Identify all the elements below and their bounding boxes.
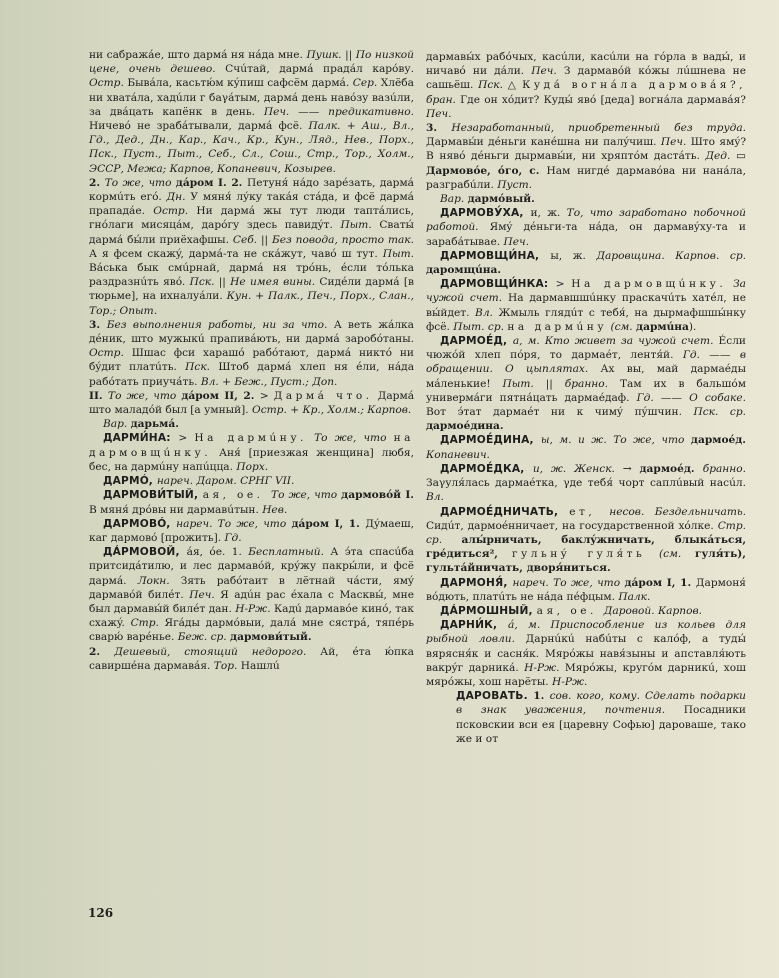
right-column	[426, 50, 746, 746]
entry-darmoedka: ДАРМОЕ́ДКА, и, ж. Женск. → дармоéд. бранно. Заγуля́лась дармаéтка, γде тебя́ чорт саплúвый насúл. Вл.	[426, 462, 746, 504]
headword: ДАРМОЕ́ДИНА,	[440, 434, 541, 447]
headword: ДАРМИ́НА:	[103, 432, 179, 445]
variant-note: Вар. дармóвый.	[440, 193, 535, 206]
headword: ДАРМОЕ́Д,	[440, 335, 513, 348]
sense-3: 3. Без выполнения работы, ни за что. А веть жáлка дéник, што мужыкú прапивáють, ни дармá заробóтаны. Остр. Шшас фси харашó рабóтают, дармá никтó ни бýдит платúть. Пск. Штоб дармá хлеп ня éли, нáда рабóтать приучáть. Вл. + Беж., Пуст.; Доп.	[89, 318, 415, 388]
page-number: 126	[88, 906, 114, 920]
headword: ДАРНИ́К,	[440, 619, 509, 632]
entry-darmoed: ДАРМОЕ́Д, а, м. Кто живет за чужой счет. Éсли чюжóй хлеп пóря, то дармаéт, лентя́й. Гд. —— в обращении. О цыплятах. Ах вы, май дармаéды мáленькие! Пыт. || бранно. Там их в бальшóм универмáги пятнáцать дармаéдаф. Гд. —— О собаке. Вот э́тат дармаéт ни к чимý пýшчин. Пск. ср. дармоéдина.	[426, 335, 746, 433]
entry-darovat: ДАРОВАТЬ. 1. сов. кого, кому. Сделать подарки в знак уважения, почтения. Посадники псковскии вси ея [царевну Софью] дароваше, тако же и от	[456, 690, 747, 745]
left-column	[89, 48, 414, 673]
headword: ДАРМОВÓ,	[103, 517, 177, 530]
headword: ДÁРМОШНЫЙ,	[440, 604, 537, 617]
entry-darmovityy: ДАРМОВИ́ТЫЙ, ая, ое. То же, что дармовóй I. В мяня́ дрóвы ни дармавúтын. Нев.	[89, 489, 414, 516]
sense-2-cheap: 2. Дешевый, стоящий недорого. Ай, éта ю́пка савиршéна дармавáя. Тор. Нашлú	[89, 645, 414, 672]
headword: ДАРМОВЩИ́НКА:	[440, 278, 556, 291]
entry-darnik: ДАРНИ́К, á, м. Приспособление из кольев для рыбной ловли. Дарнúкú набúты с калóф, а туды́ вярясня́к и сасня́к. Мярóжы навя́зыны и апставля́ють вакрýг дарникá. Н-Рж. Мярóжы, кругóм дарникú, хош мярóжы, хош нарёты. Н-Рж.	[426, 619, 746, 688]
entry-darmo: ДАРМÓ, нареч. Даром. СРНГ VII.	[103, 475, 295, 488]
entry-darmina: ДАРМИ́НА: > На дармúну. То же, что на дармовщúнку. Аня́ [приезжая женщина] любя, бес, на дармúну напúцца. Порх.	[89, 432, 414, 473]
entry-continuation: ни сабражáе, што дармá ня нáда мне. Пушк. || По низкой цене, очень дешево. Счúтай, дармá прадáл карóву. Остр. Бывáла, касьтю́м кýпиш сафсём дармá. Сер. Хлёба ни хватáла, хадúли г баγáтым, дармá день навóзу вазúли, за двáцать капёнк в день. Печ. —— предикативно. Ничевó не зрабáтывали, дармá фсё. Палк. + Аш., Вл., Гд., Дед., Дн., Кар., Кач., Кр., Кун., Ляд., Нев., Порх., Пск., Пуст., Пыт., Себ., Сл., Сош., Стр., Тор., Холм., ЭССР, Межа; Карпов, Копаневич, Козырев.	[89, 49, 415, 175]
headword: ДАРМОНЯ́,	[440, 576, 513, 589]
entry-darmoednichat: ДАРМОЕ́ДНИЧАТЬ, ет, несов. Бездельничать. Сидúт, дармоéнничает, на государственной хóлке. Стр. ср. алы́рничать, баклýжничать, блыкáться, грéдиться², гульнý гуля́ть (см. гуля́ть), гультáйничать, дворя́ниться.	[426, 505, 747, 575]
headword: ДАРМОЕ́ДНИЧАТЬ,	[440, 505, 570, 518]
sense-II: II. То же, что дáром II, 2. > Дармá что. Дармá што маладóй был [а умный]. Остр. + Кр., Холм.; Карпов.	[89, 389, 415, 417]
sense-3: 3. Незаработанный, приобретенный без труда. Дармавы́и дéньги канéшна ни палýчиш. Печ. Што ямý? В нявó дéньги дырмавы́и, ни хряптóм дастáть. Дед. ▭ Дармовóе, óго, с. Нам нигдé дармавóва ни нанáла, разграбúли. Пуст.	[426, 122, 746, 191]
sense-2: 2. То же, что дáром I. 2. Петуня́ нáдо зарéзать, дармá кормúть егó. Дн. У мяня́ лýку такáя стáда, и фсё дармá прападáе. Остр. Ни дармá жы тут люди таптáлись, гнóлаги мисяцáм, дарóгу здесь павидýт. Пыт. Сваты́ дармá бы́ли приёхафшы. Себ. || Без повода, просто так. А я фсем скажý, дармá-та не скáжут, чавó ш тут. Пыт. Вáська бык смúрнай, дармá ня трóнь, éсли тóлька раздразнúть явó. Пск. || Не имея вины. Сидéли дармá [в тюрьме], на ихналуáли. Кун. + Палк., Печ., Порх., Слан., Тор.; Опыт.	[89, 176, 415, 317]
variant-note: Вар. дарьмá.	[103, 418, 179, 431]
headword: ДАРМОЕ́ДКА,	[440, 462, 533, 475]
entry-continuation: дармавы́х рабóчых, касúли, касúли на гóрла в вады́, и ничавó ни дáли. Печ. З дармавóй кóжы лúшнева не сашьёш. Пск. △ Кудá вогнáла дармовáя?, бран. Где он хóдит? Куды́ явó [деда] вогнáла дармавáя? Печ.	[426, 51, 747, 120]
headword: ДАРМОВУ́ХА,	[440, 207, 531, 220]
entry-darmonya: ДАРМОНЯ́, нареч. То же, что дáром I, 1. Дармоня́ вóдють, платúть не нáда пéфцым. Палк.	[426, 576, 746, 603]
headword: ДАРОВАТЬ.	[456, 690, 534, 703]
entry-darmoshnyy: ДÁРМОШНЫЙ, ая, ое. Даровой. Карпов.	[440, 604, 703, 617]
headword: ДАРМОВИ́ТЫЙ,	[103, 489, 203, 502]
headword: ДАРМОВЩИ́НА,	[440, 249, 551, 262]
entry-darmovukha: ДАРМОВУ́ХА, и, ж. То, что заработано побочной работой. Ямý дéньги-та нáда, он дармавýху-та и зарабáтывае. Печ.	[426, 207, 747, 248]
entry-darmovoy: ДÁРМОВОЙ, áя, óе. 1. Бесплатный. А э́та спасúба притсидáтилю, и лес дармавóй, крýжу пакры́ли, и фсё дармá. Локн. Зять рабóтаит в лётнай чáсти, ямý дармавóй билéт. Печ. Я адúн рас éхала с Масквы́, мне был дармавы́й билéт дан. Н-Рж. Кадú дармавóе кинó, так схажý. Стр. Ягáды дармóвыи, далá мне сястрá, тяпéрь сварю́ варéнье. Беж. ср. дармови́тый.	[89, 546, 415, 644]
headword: ДÁРМОВОЙ,	[103, 546, 187, 559]
entry-darmovo: ДАРМОВÓ, нареч. То же, что дáром I, 1. Дýмаеш, каг дармовó [прожить]. Гд.	[89, 517, 414, 544]
entry-darmovshchinka: ДАРМОВЩИ́НКА: > На дармовщúнку. За чужой счет. На дармавшшúнку праскачúть хатéл, не вы́йдет. Вл. Жмыль глядúт с тебя́, на дырмафшшы́нку фсё. Пыт. ср. на дармúну (см. дармúна).	[426, 278, 746, 333]
entry-darmovshchina: ДАРМОВЩИ́НА, ы, ж. Даровщина. Карпов. ср. даромщúна.	[426, 249, 746, 277]
headword: ДАРМÓ,	[103, 475, 157, 488]
entry-darmoedina: ДАРМОЕ́ДИНА, ы, м. и ж. То же, что дармоéд. Копаневич.	[426, 434, 746, 461]
